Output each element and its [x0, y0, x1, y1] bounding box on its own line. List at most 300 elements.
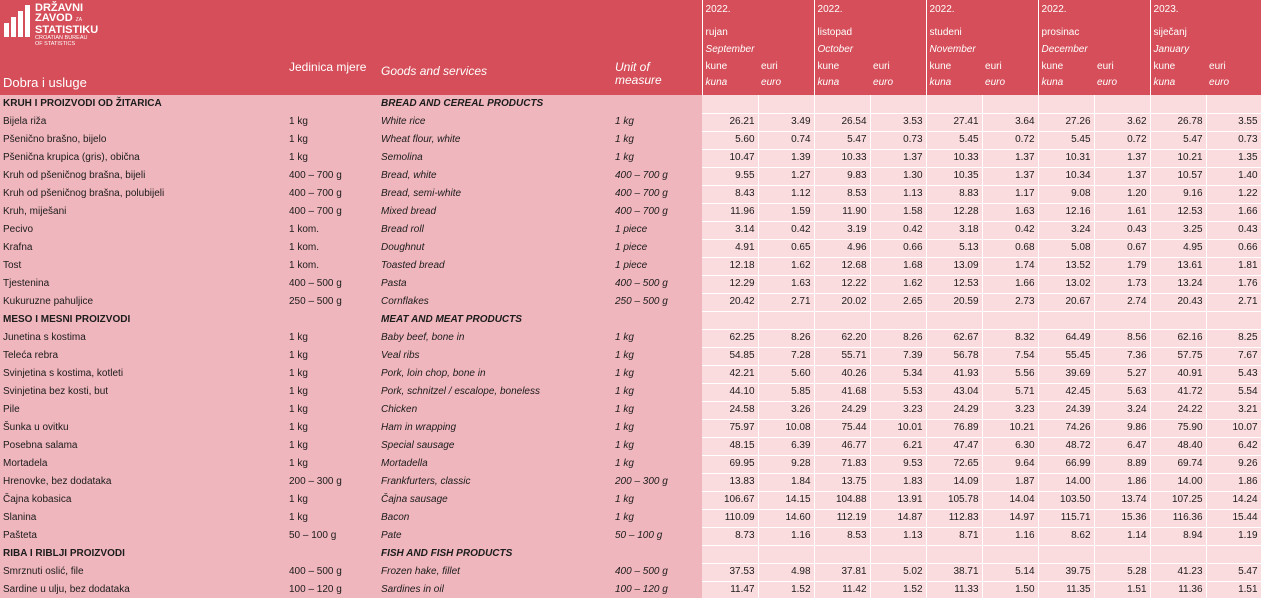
euro-label-en: euro — [1206, 75, 1261, 95]
item-unit-hr — [286, 95, 378, 113]
item-unit-en: 1 kg — [612, 491, 702, 509]
table-row — [0, 491, 1261, 509]
price-kune-cell: 62.16 — [1150, 329, 1206, 347]
price-kune-cell: 69.74 — [1150, 455, 1206, 473]
price-euro-cell: 1.63 — [982, 203, 1038, 221]
item-name-en: Chicken — [378, 401, 612, 419]
section-row — [0, 545, 1261, 563]
price-euro-cell: 9.28 — [758, 455, 814, 473]
table-row — [0, 365, 1261, 383]
price-euro-cell: 10.21 — [982, 419, 1038, 437]
kune-label: kune — [926, 59, 982, 75]
price-euro-cell: 4.98 — [758, 563, 814, 581]
price-kune-cell: 24.29 — [926, 401, 982, 419]
price-euro-cell: 5.63 — [1094, 383, 1150, 401]
year-header-2: 2022. — [814, 0, 926, 21]
item-unit-hr: 400 – 700 g — [286, 185, 378, 203]
price-euro-cell: 6.47 — [1094, 437, 1150, 455]
item-unit-en: 1 kg — [612, 329, 702, 347]
empty-cell — [870, 311, 926, 329]
item-name-en: Veal ribs — [378, 347, 612, 365]
price-euro-cell: 0.66 — [870, 239, 926, 257]
kuna-label-en: kuna — [926, 75, 982, 95]
table-row — [0, 347, 1261, 365]
empty-cell — [1150, 95, 1206, 113]
empty-cell — [814, 311, 870, 329]
price-euro-cell: 13.74 — [1094, 491, 1150, 509]
price-euro-cell: 1.86 — [1206, 473, 1261, 491]
price-kune-cell: 12.53 — [926, 275, 982, 293]
price-kune-cell: 11.36 — [1150, 581, 1206, 598]
price-kune-cell: 4.91 — [702, 239, 758, 257]
price-euro-cell: 8.56 — [1094, 329, 1150, 347]
month-en-1: September — [702, 39, 814, 59]
item-unit-en: 1 kg — [612, 149, 702, 167]
price-euro-cell: 0.74 — [758, 131, 814, 149]
item-name-en: Bread, semi-white — [378, 185, 612, 203]
price-euro-cell: 1.59 — [758, 203, 814, 221]
price-kune-cell: 5.60 — [702, 131, 758, 149]
item-unit-en: 400 – 700 g — [612, 185, 702, 203]
price-kune-cell: 11.96 — [702, 203, 758, 221]
price-euro-cell: 1.37 — [870, 149, 926, 167]
price-kune-cell: 107.25 — [1150, 491, 1206, 509]
price-euro-cell: 1.62 — [758, 257, 814, 275]
item-unit-hr: 1 kg — [286, 365, 378, 383]
price-kune-cell: 11.33 — [926, 581, 982, 598]
price-euro-cell: 1.19 — [1206, 527, 1261, 545]
item-name-en: Toasted bread — [378, 257, 612, 275]
price-kune-cell: 55.45 — [1038, 347, 1094, 365]
price-euro-cell: 5.54 — [1206, 383, 1261, 401]
price-euro-cell: 7.28 — [758, 347, 814, 365]
item-name-hr: Pecivo — [0, 221, 286, 239]
price-kune-cell: 8.83 — [926, 185, 982, 203]
price-kune-cell: 11.90 — [814, 203, 870, 221]
price-kune-cell: 64.49 — [1038, 329, 1094, 347]
table-row — [0, 167, 1261, 185]
item-name-hr: Kruh od pšeničnog brašna, bijeli — [0, 167, 286, 185]
price-kune-cell: 105.78 — [926, 491, 982, 509]
year-header-4: 2022. — [1038, 0, 1150, 21]
price-kune-cell: 75.90 — [1150, 419, 1206, 437]
euro-label-en: euro — [758, 75, 814, 95]
price-kune-cell: 48.72 — [1038, 437, 1094, 455]
euri-label: euri — [870, 59, 926, 75]
price-euro-cell: 14.60 — [758, 509, 814, 527]
price-euro-cell: 9.86 — [1094, 419, 1150, 437]
price-euro-cell: 5.56 — [982, 365, 1038, 383]
price-kune-cell: 10.31 — [1038, 149, 1094, 167]
empty-cell — [870, 95, 926, 113]
price-kune-cell: 24.58 — [702, 401, 758, 419]
item-name-en: Semolina — [378, 149, 612, 167]
kune-label: kune — [1038, 59, 1094, 75]
price-kune-cell: 10.34 — [1038, 167, 1094, 185]
price-kune-cell: 110.09 — [702, 509, 758, 527]
price-kune-cell: 72.65 — [926, 455, 982, 473]
section-title-hr: RIBA I RIBLJI PROIZVODI — [0, 545, 286, 563]
price-euro-cell: 3.23 — [870, 401, 926, 419]
price-kune-cell: 39.69 — [1038, 365, 1094, 383]
price-kune-cell: 14.09 — [926, 473, 982, 491]
table-row — [0, 473, 1261, 491]
price-euro-cell: 1.51 — [1094, 581, 1150, 598]
price-euro-cell: 9.53 — [870, 455, 926, 473]
price-kune-cell: 75.97 — [702, 419, 758, 437]
year-header-1: 2022. — [702, 0, 814, 21]
price-kune-cell: 12.28 — [926, 203, 982, 221]
kune-label: kune — [1150, 59, 1206, 75]
empty-cell — [814, 545, 870, 563]
empty-cell — [926, 95, 982, 113]
price-kune-cell: 3.24 — [1038, 221, 1094, 239]
price-kune-cell: 13.52 — [1038, 257, 1094, 275]
price-euro-cell: 15.36 — [1094, 509, 1150, 527]
price-euro-cell: 8.26 — [758, 329, 814, 347]
price-euro-cell: 14.97 — [982, 509, 1038, 527]
item-name-en: Pork, schnitzel / escalope, boneless — [378, 383, 612, 401]
price-euro-cell: 1.84 — [758, 473, 814, 491]
price-kune-cell: 13.83 — [702, 473, 758, 491]
item-name-en: Cornflakes — [378, 293, 612, 311]
price-euro-cell: 1.37 — [982, 167, 1038, 185]
item-name-hr: Hrenovke, bez dodataka — [0, 473, 286, 491]
price-kune-cell: 5.47 — [1150, 131, 1206, 149]
price-euro-cell: 1.81 — [1206, 257, 1261, 275]
month-en-3: November — [926, 39, 1038, 59]
price-kune-cell: 103.50 — [1038, 491, 1094, 509]
item-name-hr: Čajna kobasica — [0, 491, 286, 509]
price-euro-cell: 5.14 — [982, 563, 1038, 581]
price-euro-cell: 1.37 — [1094, 149, 1150, 167]
item-name-en: Doughnut — [378, 239, 612, 257]
table-row — [0, 401, 1261, 419]
price-euro-cell: 10.07 — [1206, 419, 1261, 437]
price-kune-cell: 10.21 — [1150, 149, 1206, 167]
item-name-en: Pork, loin chop, bone in — [378, 365, 612, 383]
price-kune-cell: 10.33 — [814, 149, 870, 167]
empty-cell — [982, 311, 1038, 329]
section-row — [0, 95, 1261, 113]
section-title-en: FISH AND FISH PRODUCTS — [378, 545, 612, 563]
price-euro-cell: 14.87 — [870, 509, 926, 527]
price-euro-cell: 5.85 — [758, 383, 814, 401]
euro-label-en: euro — [982, 75, 1038, 95]
price-euro-cell: 1.50 — [982, 581, 1038, 598]
item-unit-en: 1 kg — [612, 455, 702, 473]
item-name-hr: Slanina — [0, 509, 286, 527]
empty-cell — [702, 545, 758, 563]
price-kune-cell: 112.83 — [926, 509, 982, 527]
price-euro-cell: 1.14 — [1094, 527, 1150, 545]
price-kune-cell: 27.26 — [1038, 113, 1094, 131]
item-unit-en: 1 piece — [612, 239, 702, 257]
price-kune-cell: 9.83 — [814, 167, 870, 185]
item-name-hr: Svinjetina s kostima, kotleti — [0, 365, 286, 383]
price-euro-cell: 5.71 — [982, 383, 1038, 401]
item-name-hr: Bijela riža — [0, 113, 286, 131]
price-euro-cell: 0.72 — [1094, 131, 1150, 149]
price-euro-cell: 5.47 — [1206, 563, 1261, 581]
price-kune-cell: 12.29 — [702, 275, 758, 293]
price-euro-cell: 1.83 — [870, 473, 926, 491]
price-euro-cell: 0.73 — [1206, 131, 1261, 149]
price-kune-cell: 9.16 — [1150, 185, 1206, 203]
item-unit-en: 1 kg — [612, 113, 702, 131]
price-kune-cell: 13.09 — [926, 257, 982, 275]
col-unit-en: Unit of measure — [612, 59, 702, 95]
item-name-en: Pasta — [378, 275, 612, 293]
price-euro-cell: 1.58 — [870, 203, 926, 221]
item-name-en: Bread roll — [378, 221, 612, 239]
price-kune-cell: 5.08 — [1038, 239, 1094, 257]
empty-cell — [758, 545, 814, 563]
item-unit-hr: 400 – 700 g — [286, 203, 378, 221]
price-kune-cell: 112.19 — [814, 509, 870, 527]
item-unit-hr: 1 kg — [286, 401, 378, 419]
item-name-hr: Kukuruzne pahuljice — [0, 293, 286, 311]
price-euro-cell: 1.30 — [870, 167, 926, 185]
table-row — [0, 149, 1261, 167]
empty-cell — [758, 311, 814, 329]
price-kune-cell: 3.25 — [1150, 221, 1206, 239]
price-euro-cell: 1.17 — [982, 185, 1038, 203]
empty-cell — [1150, 545, 1206, 563]
price-kune-cell: 43.04 — [926, 383, 982, 401]
kuna-label-en: kuna — [1038, 75, 1094, 95]
price-kune-cell: 8.62 — [1038, 527, 1094, 545]
empty-cell — [1150, 311, 1206, 329]
item-name-hr: Pile — [0, 401, 286, 419]
price-kune-cell: 56.78 — [926, 347, 982, 365]
price-euro-cell: 0.43 — [1094, 221, 1150, 239]
dzs-logo — [3, 3, 699, 47]
month-en-5: January — [1150, 39, 1261, 59]
price-euro-cell: 5.60 — [758, 365, 814, 383]
item-name-hr: Tost — [0, 257, 286, 275]
price-euro-cell: 1.79 — [1094, 257, 1150, 275]
empty-cell — [870, 545, 926, 563]
item-unit-en: 100 – 120 g — [612, 581, 702, 598]
price-euro-cell: 2.73 — [982, 293, 1038, 311]
price-kune-cell: 11.42 — [814, 581, 870, 598]
item-unit-en — [612, 311, 702, 329]
item-name-hr: Pšenično brašno, bijelo — [0, 131, 286, 149]
price-euro-cell: 1.16 — [982, 527, 1038, 545]
price-euro-cell: 14.24 — [1206, 491, 1261, 509]
price-kune-cell: 41.93 — [926, 365, 982, 383]
price-kune-cell: 48.15 — [702, 437, 758, 455]
section-title-hr: MESO I MESNI PROIZVODI — [0, 311, 286, 329]
price-euro-cell: 1.35 — [1206, 149, 1261, 167]
price-euro-cell: 3.26 — [758, 401, 814, 419]
item-name-en: Frankfurters, classic — [378, 473, 612, 491]
item-name-en: Baby beef, bone in — [378, 329, 612, 347]
price-kune-cell: 104.88 — [814, 491, 870, 509]
price-euro-cell: 1.87 — [982, 473, 1038, 491]
table-row — [0, 185, 1261, 203]
price-euro-cell: 3.23 — [982, 401, 1038, 419]
euri-label: euri — [1206, 59, 1261, 75]
price-kune-cell: 10.35 — [926, 167, 982, 185]
price-kune-cell: 20.67 — [1038, 293, 1094, 311]
price-kune-cell: 54.85 — [702, 347, 758, 365]
price-kune-cell: 106.67 — [702, 491, 758, 509]
euro-label-en: euro — [870, 75, 926, 95]
price-euro-cell: 1.66 — [982, 275, 1038, 293]
empty-cell — [702, 311, 758, 329]
price-kune-cell: 3.18 — [926, 221, 982, 239]
item-name-en: Special sausage — [378, 437, 612, 455]
item-name-en: Ham in wrapping — [378, 419, 612, 437]
price-euro-cell: 0.42 — [758, 221, 814, 239]
price-kune-cell: 62.20 — [814, 329, 870, 347]
item-name-hr: Šunka u ovitku — [0, 419, 286, 437]
price-euro-cell: 15.44 — [1206, 509, 1261, 527]
price-kune-cell: 37.81 — [814, 563, 870, 581]
item-name-hr: Tjestenina — [0, 275, 286, 293]
logo-line-1: DRŽAVNI — [35, 2, 84, 14]
price-euro-cell: 7.39 — [870, 347, 926, 365]
price-kune-cell: 39.75 — [1038, 563, 1094, 581]
item-unit-en — [612, 95, 702, 113]
price-euro-cell: 0.68 — [982, 239, 1038, 257]
empty-cell — [1038, 95, 1094, 113]
price-euro-cell: 14.04 — [982, 491, 1038, 509]
item-name-hr: Junetina s kostima — [0, 329, 286, 347]
price-euro-cell: 6.21 — [870, 437, 926, 455]
price-kune-cell: 12.18 — [702, 257, 758, 275]
item-unit-en: 400 – 500 g — [612, 275, 702, 293]
item-unit-en: 1 kg — [612, 419, 702, 437]
price-euro-cell: 10.08 — [758, 419, 814, 437]
price-kune-cell: 24.22 — [1150, 401, 1206, 419]
price-kune-cell: 3.19 — [814, 221, 870, 239]
price-euro-cell: 0.42 — [870, 221, 926, 239]
price-euro-cell: 1.74 — [982, 257, 1038, 275]
price-kune-cell: 5.45 — [1038, 131, 1094, 149]
price-euro-cell: 5.43 — [1206, 365, 1261, 383]
item-unit-hr — [286, 545, 378, 563]
logo-subtitle-1: CROATIAN BUREAU — [35, 35, 88, 41]
price-euro-cell: 1.22 — [1206, 185, 1261, 203]
item-name-hr: Posebna salama — [0, 437, 286, 455]
price-kune-cell: 8.43 — [702, 185, 758, 203]
logo-cell — [0, 0, 702, 59]
price-euro-cell: 5.27 — [1094, 365, 1150, 383]
price-euro-cell: 8.89 — [1094, 455, 1150, 473]
price-euro-cell: 1.39 — [758, 149, 814, 167]
price-euro-cell: 8.25 — [1206, 329, 1261, 347]
price-kune-cell: 20.42 — [702, 293, 758, 311]
price-kune-cell: 37.53 — [702, 563, 758, 581]
price-kune-cell: 24.29 — [814, 401, 870, 419]
item-unit-en: 200 – 300 g — [612, 473, 702, 491]
price-kune-cell: 14.00 — [1150, 473, 1206, 491]
item-unit-en: 1 kg — [612, 383, 702, 401]
price-kune-cell: 46.77 — [814, 437, 870, 455]
price-euro-cell: 1.52 — [758, 581, 814, 598]
item-unit-hr: 1 kg — [286, 113, 378, 131]
price-kune-cell: 26.54 — [814, 113, 870, 131]
item-name-hr: Smrznuti oslić, file — [0, 563, 286, 581]
item-unit-hr: 1 kom. — [286, 257, 378, 275]
item-unit-hr: 400 – 700 g — [286, 167, 378, 185]
price-kune-cell: 115.71 — [1038, 509, 1094, 527]
item-unit-hr: 1 kg — [286, 383, 378, 401]
item-name-en: Čajna sausage — [378, 491, 612, 509]
item-unit-hr: 50 – 100 g — [286, 527, 378, 545]
table-row — [0, 455, 1261, 473]
price-kune-cell: 20.59 — [926, 293, 982, 311]
price-euro-cell: 14.15 — [758, 491, 814, 509]
table-row — [0, 563, 1261, 581]
logo-mark: ZA — [75, 17, 83, 23]
table-row — [0, 329, 1261, 347]
item-name-en: Wheat flour, white — [378, 131, 612, 149]
price-kune-cell: 47.47 — [926, 437, 982, 455]
price-kune-cell: 8.53 — [814, 527, 870, 545]
item-unit-hr: 1 kg — [286, 347, 378, 365]
month-en-4: December — [1038, 39, 1150, 59]
table-row — [0, 419, 1261, 437]
item-unit-en: 1 kg — [612, 365, 702, 383]
price-kune-cell: 69.95 — [702, 455, 758, 473]
price-euro-cell: 1.86 — [1094, 473, 1150, 491]
item-unit-en: 400 – 700 g — [612, 167, 702, 185]
item-unit-en: 1 piece — [612, 221, 702, 239]
item-unit-en: 1 kg — [612, 401, 702, 419]
month-hr-5: siječanj — [1150, 21, 1261, 39]
price-euro-cell: 5.34 — [870, 365, 926, 383]
price-kune-cell: 3.14 — [702, 221, 758, 239]
price-euro-cell: 0.42 — [982, 221, 1038, 239]
empty-cell — [1038, 545, 1094, 563]
item-unit-en: 1 kg — [612, 347, 702, 365]
price-euro-cell: 1.12 — [758, 185, 814, 203]
item-unit-en: 50 – 100 g — [612, 527, 702, 545]
kune-label: kune — [702, 59, 758, 75]
price-euro-cell: 6.30 — [982, 437, 1038, 455]
item-unit-hr: 1 kg — [286, 131, 378, 149]
price-kune-cell: 5.47 — [814, 131, 870, 149]
logo-line-2: ZAVOD ZA — [35, 12, 83, 24]
price-kune-cell: 13.24 — [1150, 275, 1206, 293]
table-row — [0, 221, 1261, 239]
price-kune-cell: 41.68 — [814, 383, 870, 401]
section-title-hr: KRUH I PROIZVODI OD ŽITARICA — [0, 95, 286, 113]
section-row — [0, 311, 1261, 329]
price-kune-cell: 55.71 — [814, 347, 870, 365]
price-kune-cell: 9.08 — [1038, 185, 1094, 203]
price-euro-cell: 10.01 — [870, 419, 926, 437]
price-kune-cell: 8.71 — [926, 527, 982, 545]
empty-cell — [758, 95, 814, 113]
table-row — [0, 509, 1261, 527]
empty-cell — [926, 311, 982, 329]
price-euro-cell: 3.64 — [982, 113, 1038, 131]
year-header-5: 2023. — [1150, 0, 1261, 21]
price-euro-cell: 9.64 — [982, 455, 1038, 473]
item-unit-en: 1 kg — [612, 509, 702, 527]
month-hr-3: studeni — [926, 21, 1038, 39]
price-euro-cell: 3.49 — [758, 113, 814, 131]
price-euro-cell: 1.20 — [1094, 185, 1150, 203]
price-kune-cell: 26.78 — [1150, 113, 1206, 131]
price-euro-cell: 1.13 — [870, 527, 926, 545]
price-euro-cell: 0.67 — [1094, 239, 1150, 257]
